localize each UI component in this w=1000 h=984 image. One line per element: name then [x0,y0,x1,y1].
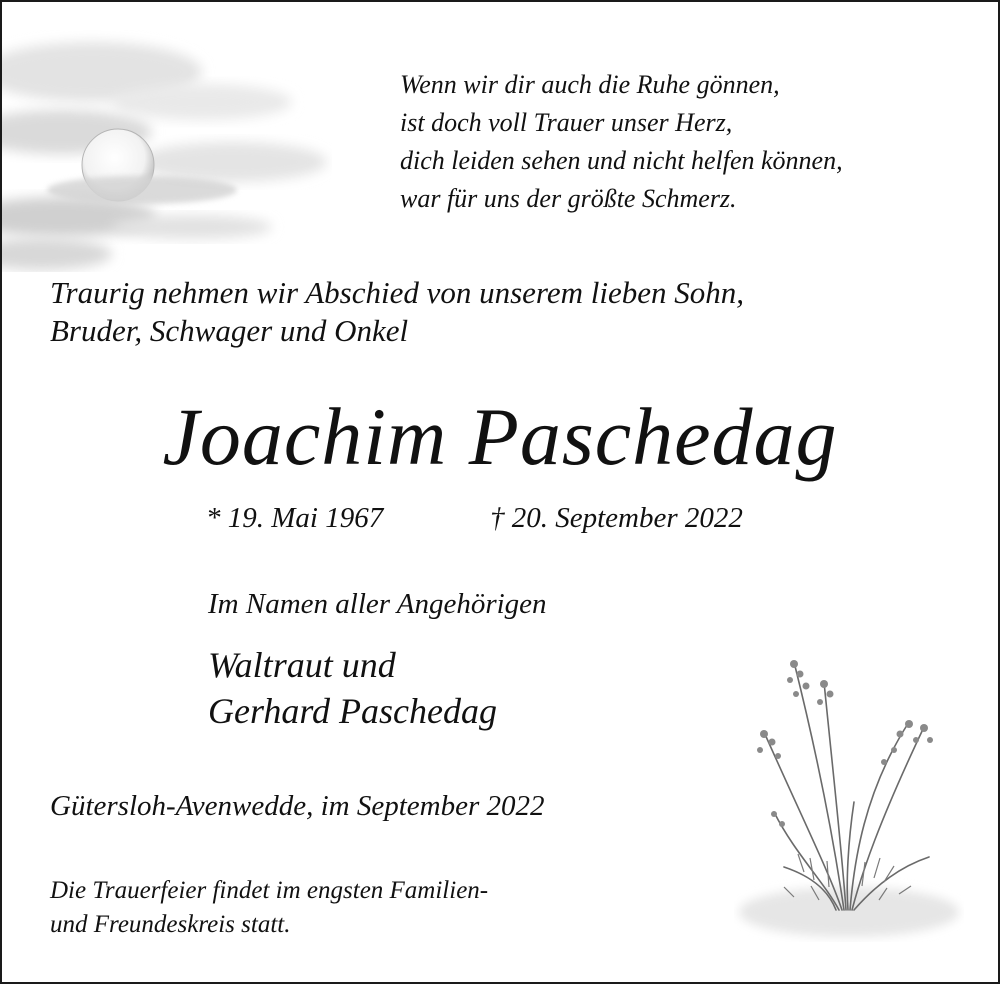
poem-line: war für uns der größte Schmerz. [400,184,737,213]
relative-name-line: Gerhard Paschedag [208,691,497,731]
place-and-date: Gütersloh-Avenwedde, im September 2022 [50,790,545,822]
deceased-name: Joachim Paschedag [162,391,838,482]
birth-date: * 19. Mai 1967 [206,502,384,534]
poem-line: dich leiden sehen und nicht helfen können, [400,146,843,175]
intro-line: Bruder, Schwager und Onkel [50,313,409,348]
relative-name-line: Waltraut und [208,645,396,685]
poem-line: Wenn wir dir auch die Ruhe gönnen, [400,70,780,99]
relatives-names [208,642,497,734]
poem-line: ist doch voll Trauer unser Herz, [400,108,733,137]
death-date: † 20. September 2022 [490,502,743,534]
grass-illustration [734,642,964,942]
funeral-note-line: und Freundeskreis statt. [50,911,291,938]
poem [400,66,843,218]
intro-line: Traurig nehmen wir Abschied von unserem lieben Sohn, [50,275,744,310]
funeral-note [50,874,488,942]
farewell-intro [50,274,744,350]
relatives-intro: Im Namen aller Angehörigen [208,588,547,620]
moon-clouds-illustration [2,22,332,272]
funeral-note-line: Die Trauerfeier findet im engsten Familien- [50,877,489,904]
